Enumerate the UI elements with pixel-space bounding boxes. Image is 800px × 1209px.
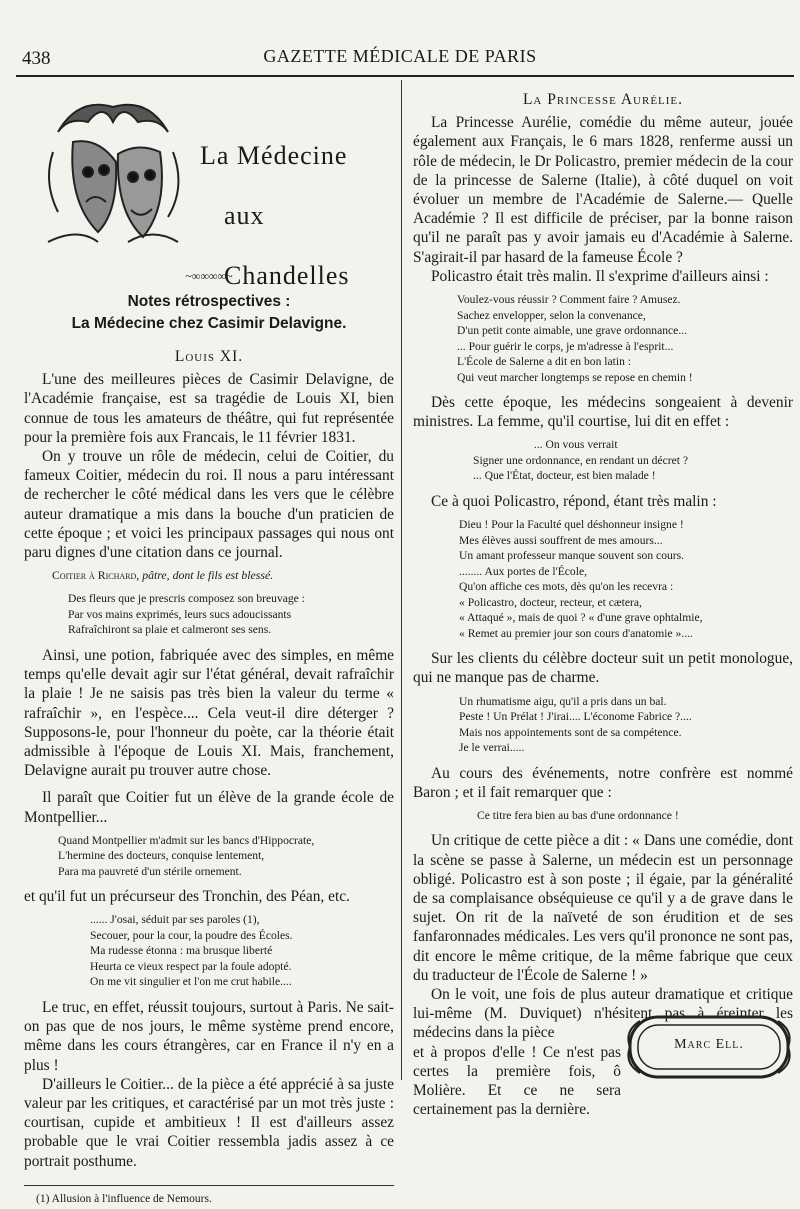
verse-block: [459, 517, 793, 641]
verse-line: Secouer, pour la cour, la poudre des Écoles.: [90, 928, 293, 942]
page-number: 438: [22, 48, 51, 69]
verse-line: Par vos mains exprimés, leurs sucs adoucissants: [68, 607, 292, 621]
paragraph: Il paraît que Coitier fut un élève de la grande école de Montpellier...: [24, 789, 394, 826]
verse-line: Heurta ce vieux respect par la foule adopté.: [90, 959, 292, 973]
verse-line: Un rhumatisme aigu, qu'il a pris dans un bal.: [459, 694, 667, 708]
verse-line: Un amant professeur manque souvent son cours.: [459, 549, 685, 563]
right-column: [413, 80, 793, 1120]
paragraph: On y trouve un rôle de médecin, celui de Coitier, du fameux Coitier, médecin du roi. Il nous a paru intéressant de rechercher le côté médical dans les vers que le célèbre auteur dramatique a mis dans la bouche d'un praticien de cette époque ; et voici les principaux passages qui nous ont paru dignes d'une citation dans ce journal.: [24, 448, 394, 562]
paragraph: et qu'il fut un précurseur des Tronchin, des Péan, etc.: [24, 888, 350, 906]
paragraph: Un critique de cette pièce a dit : « Dans une comédie, dont la scène se passe à Salerne, un médecin est un personnage obligé. Policastro est à son poste ; il égaie, par la généralité de sa complaisance obséquieuse ce qu'il y a de grave dans le sujet. On rit de la naïveté de son érudition et de ses fanfaronnades médicales. Les vers qu'il prononce ne sont pas, dit encore le même critique, de la même fabrique que ceux du traducteur de l'École de Salerne ! »: [413, 832, 793, 984]
verse-line: Dieu ! Pour la Faculté quel déshonneur insigne !: [459, 518, 684, 532]
subtitle-line-1: Notes rétrospectives :: [127, 293, 291, 310]
paragraph: Sur les clients du célèbre docteur suit un petit monologue, qui ne manque pas de charme.: [413, 650, 793, 687]
verse-line: ... On vous verrait: [473, 438, 618, 452]
verse-line: L'hermine des docteurs, conquise lentement,: [58, 849, 265, 863]
verse-line: « Policastro, docteur, recteur, et cætera,: [459, 595, 642, 609]
verse-block: [90, 912, 394, 990]
verse-line: Rafraîchiront sa plaie et calmeront ses sens.: [68, 623, 272, 637]
paragraph: Ce à quoi Policastro, répond, étant très malin :: [431, 492, 717, 510]
verse-line: ........ Aux portes de l'École,: [459, 564, 587, 578]
verse-line: Ce titre fera bien au bas d'une ordonnance !: [477, 808, 679, 822]
paragraph: La Princesse Aurélie, comédie du même auteur, jouée également aux Français, le 6 mars 1828, renferme aussi un rôle de médecin, le Dr Policastro, premier médecin de la cour de la princesse de Salerne (Italie), à côté duquel on voit évoluer un membre de l'Académie de Salerne.— Quelle Académie ? Il est difficile de préciser, par la bonne raison qu'il ne paraît pas y avoir jamais eu d'Académie à Salerne. S'agirait-il par hasard de la fameuse École ?: [413, 114, 793, 266]
verse-line: Qui veut marcher longtemps se repose en chemin !: [457, 370, 693, 384]
speaker-line: [52, 566, 394, 585]
verse-line: Ma rudesse étonna : ma brusque liberté: [90, 944, 273, 958]
verse-line: Je le verrai.....: [459, 741, 525, 755]
verse-line: Des fleurs que je prescris composez son breuvage :: [68, 592, 305, 606]
verse-line: L'École de Salerne a dit en bon latin :: [457, 355, 632, 369]
verse-line: Mes élèves aussi souffrent de mes amours...: [459, 533, 663, 547]
signature: Marc Ell.: [674, 1037, 744, 1052]
paragraph: D'ailleurs le Coitier... de la pièce a été apprécié à sa juste valeur par les critiques, et caractérisé par un mot très juste : courtisan, cupide et ambitieux ! Il est d'ailleurs assez probable que le vrai Coitier ressembla jadis assez à ce portrait posthume.: [24, 1075, 394, 1170]
flourish-divider-icon: ~∞∞∞∞~: [185, 269, 233, 283]
masthead: [24, 80, 394, 290]
verse-line: ... Que l'État, docteur, est bien malade !: [473, 469, 656, 483]
paragraph: Dès cette époque, les médecins songeaient à devenir ministres. La femme, qu'il courtise, lui dit en effet :: [413, 394, 793, 431]
verse-line: Qu'on affiche ces mots, dès qu'on les recevra :: [459, 580, 674, 594]
masthead-line-1: La Médecine: [200, 141, 348, 170]
verse-line: « Attaqué », mais de quoi ? « d'une grave ophtalmie,: [459, 611, 703, 625]
verse-line: D'un petit conte aimable, une grave ordonnance...: [457, 324, 688, 338]
verse-block: [68, 591, 394, 638]
signature-cartouche: [624, 1011, 794, 1083]
verse-line: ...... J'osai, séduit par ses paroles (1),: [90, 913, 260, 927]
verse-block: [459, 694, 793, 756]
verse-line: Signer une ordonnance, en rendant un décret ?: [473, 453, 689, 467]
verse-line: Para ma pauvreté d'un stérile ornement.: [58, 864, 242, 878]
paragraph: On le voit, une fois de plus auteur dramatique et critique lui-même (M. Duviquet) n'hésitent pas à éreinter les médecins dans la pièce: [413, 986, 793, 1042]
verse-block: [473, 437, 793, 484]
column-divider: [401, 80, 402, 1080]
header-rule: [16, 75, 794, 77]
running-title: GAZETTE MÉDICALE DE PARIS: [263, 46, 537, 66]
paragraph: Le truc, en effet, réussit toujours, surtout à Paris. Ne sait-on pas que de nos jours, le même système prend encore, même dans les cours étrangères, car en France il n'y en a plus !: [24, 998, 394, 1074]
paragraph: Policastro était très malin. Il s'exprime d'ailleurs ainsi :: [431, 267, 769, 285]
subtitle-line-2: La Médecine chez Casimir Delavigne.: [71, 315, 347, 332]
paragraph: Au cours des événements, notre confrère est nommé Baron ; et il fait remarquer que :: [413, 764, 793, 801]
verse-line: Mais nos appointements sont de sa compétence.: [459, 725, 682, 739]
verse-line: ... Pour guérir le corps, je m'adresse à l'esprit...: [457, 339, 674, 353]
verse-block: [58, 833, 394, 880]
theatre-masks-ornament-icon: [38, 92, 188, 252]
verse-line: Voulez-vous réussir ? Comment faire ? Amusez.: [457, 293, 681, 307]
footnote: (1) Allusion à l'influence de Nemours.: [36, 1192, 212, 1205]
section-title-louis-xi: Louis XI.: [174, 348, 244, 365]
masthead-title: [194, 126, 394, 306]
verse-line: « Remet au premier jour son cours d'anatomie »....: [459, 626, 693, 640]
speaker-note: pâtre, dont le fils est blessé.: [142, 568, 274, 583]
left-column: [24, 80, 394, 1209]
speaker-name: Coitier à Richard,: [52, 568, 140, 583]
verse-block: [477, 808, 793, 824]
verse-line: Peste ! Un Prélat ! J'irai.... L'économe Fabrice ?....: [459, 710, 692, 724]
verse-line: Sachez envelopper, selon la convenance,: [457, 308, 646, 322]
masthead-line-2: aux Chandelles: [224, 201, 350, 290]
verse-line: On me vit singulier et l'on me crut habile....: [90, 975, 292, 989]
footnote-rule: [24, 1185, 394, 1186]
section-title-princesse-aurelie: La Princesse Aurélie.: [522, 91, 684, 108]
paragraph: L'une des meilleures pièces de Casimir Delavigne, de l'Académie française, est sa tragédie de Louis XI, bien connue de tous les amateurs de théâtre, qui fut représentée pour la première fois aux Francais, le 11 février 1831.: [24, 371, 394, 446]
verse-line: Quand Montpellier m'admit sur les bancs d'Hippocrate,: [58, 833, 315, 847]
paragraph: Ainsi, une potion, fabriquée avec des simples, en même temps qu'elle devait agir sur l'état général, devait rafraîchir la plaie ! Je ne saisis pas très bien la valeur du terme « rafraîchir », en l'espèce.... Cela veut-il dire déterger ? Supposons-le, pour l'honneur du poète, car la théorie était admissible à l'époque de Louis XI. Mais, franchement, Delavigne aurait pu trouver autre chose.: [24, 646, 394, 780]
verse-block: [457, 292, 793, 385]
paragraph: et à propos d'elle ! Ce n'est pas certes la première fois, ô Molière. Et ce ne sera certainement pas la dernière.: [413, 1043, 621, 1119]
